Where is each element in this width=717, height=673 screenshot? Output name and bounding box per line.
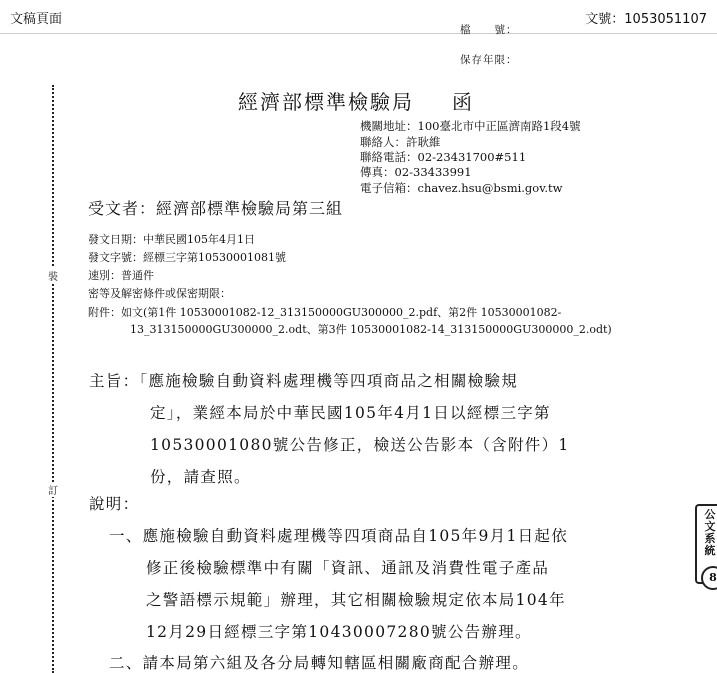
contact-line: 聯絡人：許耿維 — [360, 135, 441, 149]
explanation-item-line: 二、請本局第六組及各分局轉知轄區相關廠商配合辦理。 — [109, 654, 530, 672]
phone-line: 聯絡電話：02-23431700#511 — [360, 150, 527, 164]
address-line: 機關地址：100臺北市中正區濟南路1段4號 — [360, 119, 581, 133]
title-organization: 經濟部標準檢驗局 — [238, 90, 414, 114]
subject-line: 定」，業經本局於中華民國105年4月1日以經標三字第 — [150, 404, 551, 422]
speed-class: 速別：普通件 — [88, 269, 154, 282]
retention-label: 保存年限： — [460, 54, 518, 66]
title-document-type: 函 — [452, 90, 474, 114]
stamp-circle-mark: 8 — [701, 566, 717, 590]
recipient: 受文者：經濟部標準檢驗局第三組 — [88, 199, 344, 218]
attachment-list — [88, 304, 636, 338]
letter-title — [238, 86, 474, 115]
issue-number: 發文字號：經標三字第10530001081號 — [88, 251, 286, 264]
subject-line: 份，請查照。 — [150, 468, 251, 486]
fax-line: 傳真：02-33433991 — [360, 165, 472, 179]
document-number: 文號：1053051107 — [585, 12, 707, 27]
email-line: 電子信箱：chavez.hsu@bsmi.gov.tw — [360, 181, 563, 195]
binding-line — [52, 85, 54, 673]
file-number-label: 檔 號： — [460, 24, 518, 36]
explanation-label: 說明： — [89, 495, 140, 513]
stamp-text: 公文 系統 — [704, 508, 716, 557]
explanation-item-line: 12月29日經標三字第10430007280號公告辦理。 — [146, 623, 532, 641]
attachment-text: 附件：如文(第1件 10530001082-12_313150000GU300000_2.pdf、第2件 10530001082-13_313150000GU300000_2.odt、第3件 10530001082-14_313150000GU300000_2.odt) — [88, 306, 612, 336]
subject-line: 10530001080號公告修正，檢送公告影本（含附件）1 — [150, 436, 570, 454]
binding-char-bottom: 訂 — [48, 482, 58, 497]
header-divider — [0, 33, 717, 34]
issue-date: 發文日期：中華民國105年4月1日 — [88, 233, 255, 246]
explanation-item-line: 一、應施檢驗自動資料處理機等四項商品自105年9月1日起依 — [109, 527, 569, 545]
explanation-item-line: 之警語標示規範」辦理，其它相關檢驗規定依本局104年 — [146, 591, 566, 609]
page-label: 文稿頁面 — [10, 12, 63, 27]
secrecy-level: 密等及解密條件或保密期限： — [88, 287, 231, 300]
binding-char-top: 裝 — [48, 268, 58, 283]
subject-line: 主旨：「應施檢驗自動資料處理機等四項商品之相關檢驗規 — [89, 372, 519, 390]
explanation-item-line: 修正後檢驗標準中有關「資訊、通訊及消費性電子產品 — [146, 559, 550, 577]
